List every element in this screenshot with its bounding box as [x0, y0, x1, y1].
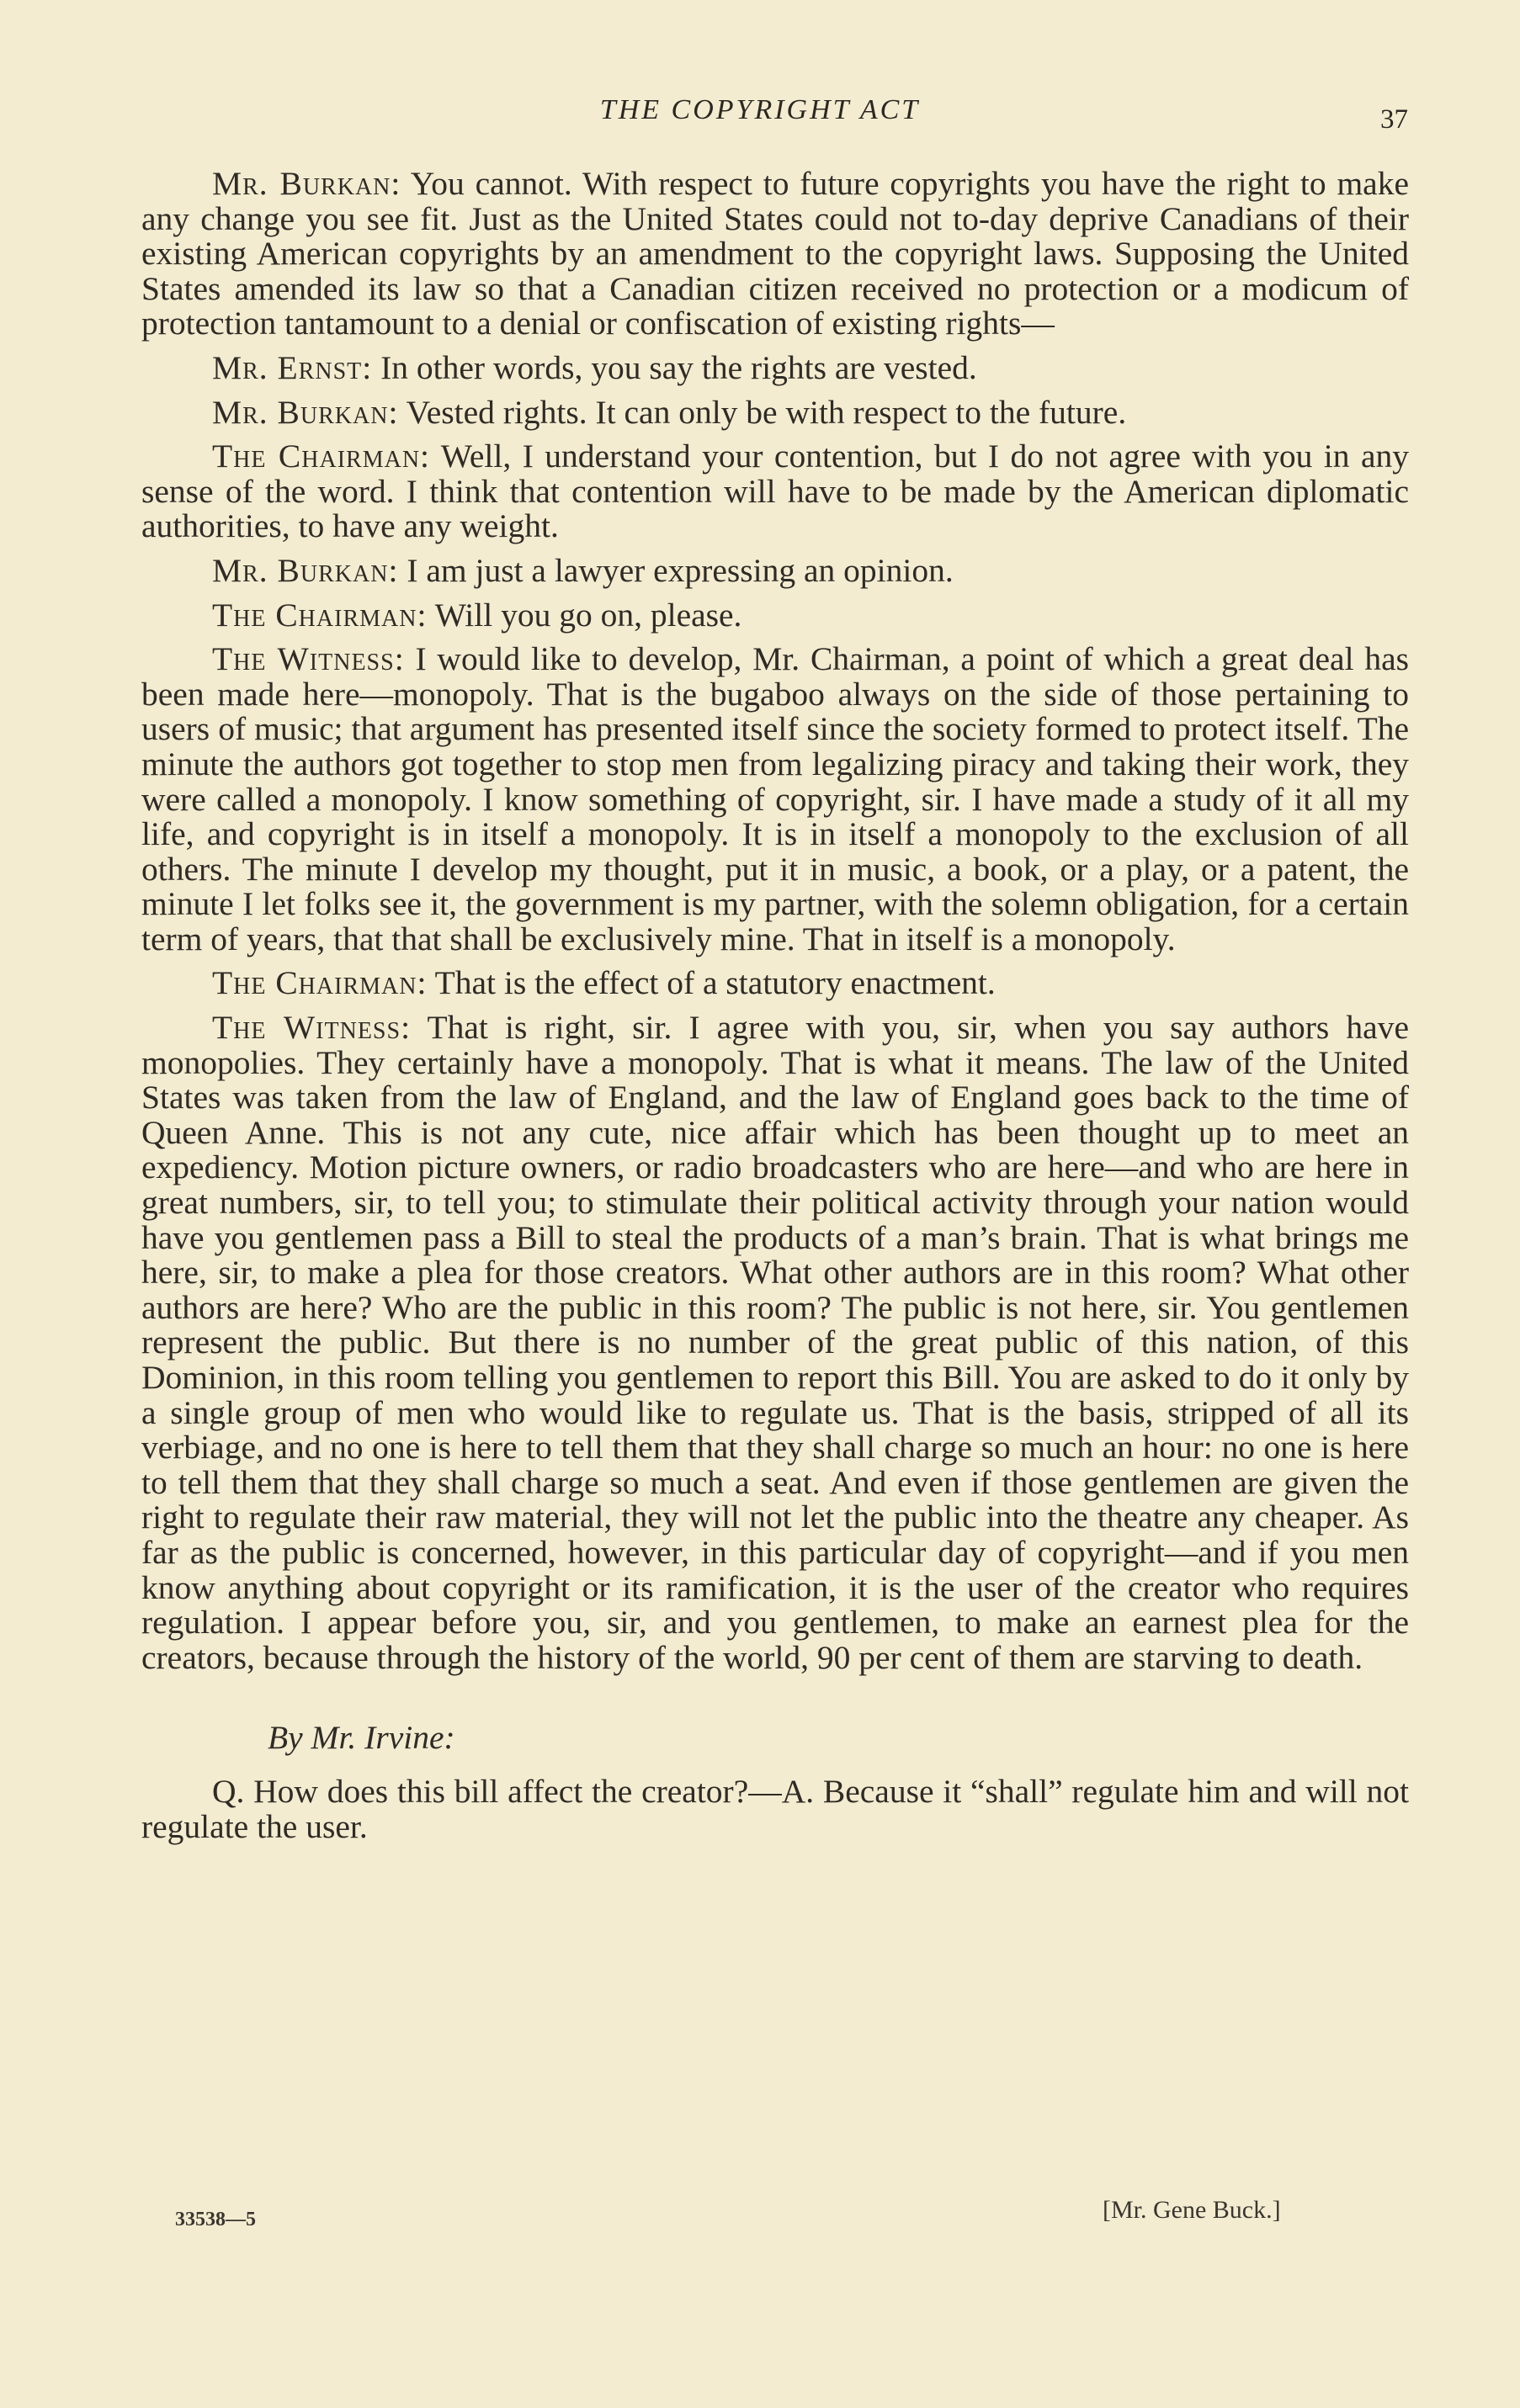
speaker-name: The Witness:: [212, 1009, 412, 1047]
speaker-name: The Witness:: [212, 640, 405, 678]
signature-code: 33538—5: [175, 2209, 256, 2230]
paragraph: [141, 395, 1409, 431]
paragraph: [141, 439, 1409, 544]
speaker-name: The Chairman:: [212, 438, 431, 475]
paragraph-text: You cannot. With respect to future copyrights you have the right to make any change you see fit. Just as the United States could not to-day deprive Canadians of their existing American copyrights by an amendment to the copyright laws. Supposing the United States amended its law so that a Canadian citizen received no protection or a modicum of protection tantamount to a denial or confiscation of existing rights—: [141, 165, 1409, 342]
examiner-byline: By Mr. Irvine:: [268, 1719, 455, 1757]
speaker-name: The Chairman:: [212, 596, 428, 634]
paragraph-text: Well, I understand your contention, but I do not agree with you in any sense of the word. I think that contention will have to be made by the American diplomatic authorities, to have any weight.: [141, 438, 1409, 545]
paragraph-text: In other words, you say the rights are vested.: [372, 348, 977, 386]
paragraph-text: I am just a lawyer expressing an opinion.: [398, 551, 954, 589]
speaker-name: Mr. Burkan:: [212, 551, 399, 589]
paragraph-text: That is right, sir. I agree with you, sir, when you say authors have monopolies. They certainly have a monopoly. That is what it means. The law of the United States was taken from the law of England, and the law of England goes back to the time of Queen Anne. This is not any cute, nice affair which has been thought up to meet an expediency. Motion picture owners, or radio broadcasters who are here—and who are here in great numbers, sir, to tell you; to stimulate their political activity through your nation would have you gentlemen pass a Bill to steal the products of a man’s brain. That is what brings me here, sir, to make a plea for those creators. What other authors are in this room? What other authors are here? Who are the public in this room? The public is not here, sir. You gentlemen represent the public. But there is no number of the great public of this nation, of this Dominion, in this room telling you gentlemen to report this Bill. You are asked to do it only by a single group of men who would like to regulate us. That is the basis, stripped of all its verbiage, and no one is here to tell them that they shall charge so much an hour: no one is here to tell them that they shall charge so much a seat. And even if those gentlemen are given the right to regulate their raw material, they will not let the public into the theatre any cheaper. As far as the public is concerned, however, in this particular day of copyright—and if you men know anything about copyright or its ramification, it is the user of the creator who requires regulation. I appear before you, sir, and you gentlemen, to make an earnest plea for the creators, because through the history of the world, 90 per cent of them are starving to death.: [141, 1009, 1409, 1676]
paragraph: [141, 551, 1409, 589]
speaker-name: The Chairman:: [212, 964, 428, 1002]
paragraph-text: Vested rights. It can only be with respect to the future.: [398, 393, 1127, 431]
paragraph: [141, 167, 1409, 342]
paragraph: [141, 348, 1409, 386]
speaker-note: [Mr. Gene Buck.]: [1103, 2196, 1281, 2224]
paragraph-text: Will you go on, please.: [427, 596, 742, 634]
paragraph: [141, 598, 1409, 634]
paragraph-text: That is the effect of a statutory enactment.: [427, 964, 996, 1002]
paragraph: [141, 966, 1409, 1001]
paragraph-text: I would like to develop, Mr. Chairman, a point of which a great deal has been made here—monopoly. That is the bugaboo always on the side of those pertaining to users of music; that argument has presented itself since the society formed to protect itself. The minute the authors got together to stop men from legalizing piracy and taking their work, they were called a monopoly. I know something of copyright, sir. I have made a study of it all my life, and copyright is in itself a monopoly. It is in itself a monopoly to the exclusion of all others. The minute I develop my thought, put it in music, a book, or a play, or a patent, the minute I let folks see it, the government is my partner, with the solemn obligation, for a certain term of years, that that shall be exclusively mine. That in itself is a monopoly.: [141, 640, 1409, 957]
paragraph: [141, 642, 1409, 957]
speaker-name: Mr. Ernst:: [212, 348, 373, 386]
speaker-name: Mr. Burkan:: [212, 165, 401, 202]
body-text: [141, 167, 1409, 1854]
page-number: 37: [1380, 104, 1408, 135]
speaker-name: Mr. Burkan:: [212, 393, 399, 431]
paragraph: [141, 1010, 1409, 1675]
running-title: THE COPYRIGHT ACT: [599, 94, 921, 125]
question-answer: Q. How does this bill affect the creator?—A. Because it “shall” regulate him and will not regulate the user.: [141, 1772, 1409, 1845]
